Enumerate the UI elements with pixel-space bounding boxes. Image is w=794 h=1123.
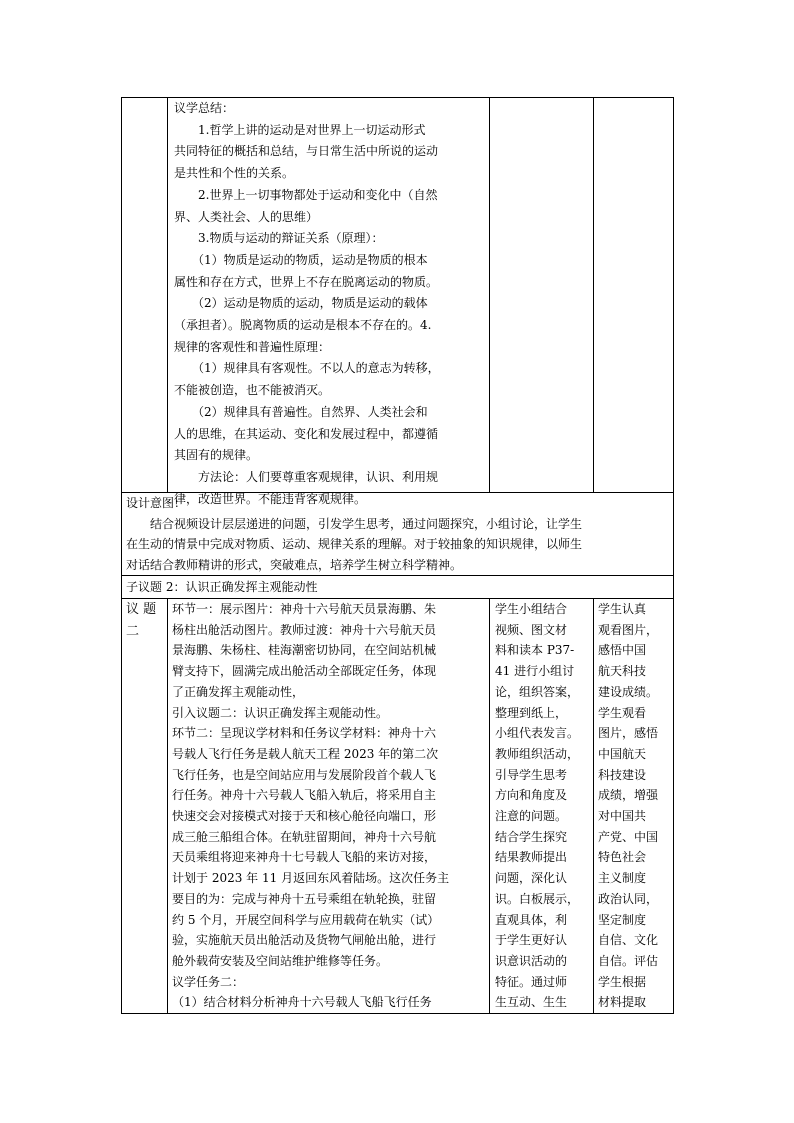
summary-line: （2）规律具有普遍性。自然界、人类社会和 (174, 404, 428, 419)
evaluation-line: 对中国共 (598, 809, 647, 824)
evaluation-line: 航天科技 (598, 664, 647, 679)
topic-label-line: 二 (126, 624, 140, 639)
activity-line: 问题，深化认 (495, 871, 568, 886)
activity-line: 于学生更好认 (495, 933, 568, 948)
process-line: 景海鹏、朱杨柱、桂海潮密切协同，在空间站机械 (172, 643, 437, 658)
process-line: 议学任务二： (172, 974, 245, 989)
topic-label-line: 议 题 (126, 602, 157, 617)
activity-line: 识意识活动的 (495, 953, 568, 968)
design-intent-cell (126, 493, 670, 575)
design-intent-line: 结合视频设计层层递进的问题，引发学生思考，通过问题探究，小组讨论，让学生 (126, 516, 583, 531)
evaluation-line: 学生根据 (598, 974, 647, 989)
activity-line: 视频、图文材 (495, 622, 568, 637)
student-activity-cell (495, 599, 590, 1013)
design-intent-line: 在生动的情景中完成对物质、运动、规律关系的理解。对于较抽象的知识规律，以师生 (126, 537, 583, 551)
column-divider (593, 97, 594, 492)
process-line: （1）结合材料分析神舟十六号载人飞船飞行任务 (172, 995, 432, 1010)
activity-line: 学生小组结合 (495, 602, 568, 616)
process-line: 舱外载荷安装及空间站维护维修等任务。 (172, 953, 389, 968)
process-line: 天员乘组将迎来神舟十七号载人飞船的来访对接， (172, 850, 437, 865)
summary-title: 议学总结： (174, 101, 235, 115)
column-divider (167, 598, 168, 1014)
teaching-process-cell (172, 599, 487, 1013)
evaluation-line: 材料提取 (598, 995, 647, 1010)
summary-line: 方法论：人们要尊重客观规律，认识、利用规 (174, 469, 439, 484)
process-line: 环节二：呈现议学材料和任务议学材料：神舟十六 (172, 726, 437, 741)
evaluation-line: 政治认同， (598, 891, 659, 906)
process-line: 验，实施航天员出舱活动及货物气闸舱出舱，进行 (172, 933, 437, 948)
evaluation-line: 自信。评估 (598, 953, 659, 968)
summary-line: 律，改造世界。不能违背客观规律。 (174, 491, 367, 506)
activity-line: 特征。通过师 (495, 974, 568, 989)
summary-line: 属性和存在方式，世界上不存在脱离运动的物质。 (174, 274, 439, 289)
process-line: 成三舱三船组合体。在轨驻留期间，神舟十六号航 (172, 829, 437, 844)
evaluation-line: 坚定制度 (598, 912, 647, 927)
column-divider (489, 97, 490, 492)
process-line: 行任务。神舟十六号载人飞船入轨后，将采用自主 (172, 788, 437, 803)
activity-line: 小组代表发言。 (495, 726, 580, 741)
design-intent-title: 设计意图： (126, 496, 187, 510)
summary-line: （承担者）。脱离物质的运动是根本不存在的。4. (174, 318, 432, 333)
column-divider (489, 598, 490, 1014)
activity-line: 识。白板展示， (495, 891, 580, 906)
summary-cell (174, 98, 486, 510)
subtopic-title: 子议题 2：认识正确发挥主观能动性 (126, 580, 318, 594)
activity-line: 注意的问题。 (495, 809, 568, 824)
evaluation-line: 特色社会 (598, 850, 647, 865)
activity-line: 生互动、生生 (495, 995, 568, 1010)
evaluation-line: 图片，感悟 (598, 726, 659, 741)
subtopic-cell (126, 576, 670, 598)
summary-line: 2.世界上一切事物都处于运动和变化中（自然 (174, 187, 438, 202)
evaluation-line: 感悟中国 (598, 643, 647, 658)
activity-line: 41 进行小组讨 (495, 664, 575, 679)
process-line: 约 5 个月，开展空间科学与应用载荷在轨实（试） (172, 912, 440, 927)
process-line: 杨柱出舱活动图片。教师过渡：神舟十六号航天员 (172, 622, 437, 637)
process-line: 环节一：展示图片：神舟十六号航天员景海鹏、朱 (172, 602, 437, 616)
activity-line: 教师组织活动， (495, 746, 580, 761)
activity-line: 论，组织答案， (495, 684, 580, 699)
activity-line: 结合学生探究 (495, 829, 568, 844)
summary-line: （1）规律具有客观性。不以人的意志为转移， (174, 361, 440, 376)
evaluation-line: 中国航天 (598, 746, 647, 761)
summary-line: 1.哲学上讲的运动是对世界上一切运动形式 (174, 122, 426, 137)
summary-line: 界、人类社会、人的思维） (174, 209, 319, 224)
evaluation-line: 学生观看 (598, 705, 647, 720)
activity-line: 结果教师提出 (495, 850, 568, 865)
evaluation-line: 学生认真 (598, 602, 647, 616)
summary-line: 共同特征的概括和总结，与日常生活中所说的运动 (174, 144, 439, 159)
activity-line: 直观具体，利 (495, 912, 568, 927)
evaluation-line: 主义制度 (598, 871, 647, 886)
process-line: 要目的为：完成与神舟十五号乘组在轨轮换，驻留 (172, 891, 437, 906)
evaluation-line: 科技建设 (598, 767, 647, 782)
summary-line: 其固有的规律。 (174, 448, 259, 463)
column-divider (593, 598, 594, 1014)
evaluation-line: 成绩，增强 (598, 788, 659, 803)
process-line: 号载人飞行任务是载人航天工程 2023 年的第二次 (172, 746, 439, 761)
evaluation-line: 自信、文化 (598, 933, 659, 948)
activity-line: 料和读本 P37- (495, 643, 575, 658)
process-line: 引入议题二：认识正确发挥主观能动性。 (172, 705, 389, 720)
summary-line: 规律的客观性和普遍性原理： (174, 339, 331, 354)
topic-label-cell (126, 599, 166, 643)
evaluation-line: 产党、中国 (598, 829, 659, 844)
activity-line: 方向和角度及 (495, 788, 568, 803)
activity-line: 引导学生思考 (495, 767, 568, 782)
process-line: 飞行任务，也是空间站应用与发展阶段首个载人飞 (172, 767, 437, 782)
activity-line: 整理到纸上， (495, 705, 568, 720)
column-divider (167, 97, 168, 492)
summary-line: 不能被创造，也不能被消灭。 (174, 383, 331, 398)
summary-line: 是共性和个性的关系。 (174, 166, 295, 181)
summary-line: （2）运动是物质的运动，物质是运动的载体 (174, 296, 428, 311)
process-line: 计划于 2023 年 11 月返回东风着陆场。这次任务主 (172, 871, 450, 886)
evaluation-line: 建设成绩。 (598, 684, 659, 699)
summary-line: （1）物质是运动的物质，运动是物质的根本 (174, 252, 428, 267)
evaluation-line: 观看图片， (598, 622, 659, 637)
summary-line: 3.物质与运动的辩证关系（原理）： (174, 231, 384, 246)
process-line: 了正确发挥主观能动性， (172, 684, 305, 699)
process-line: 臂支持下，圆满完成出舱活动全部既定任务，体现 (172, 664, 437, 679)
process-line: 快速交会对接模式对接于天和核心舱径向端口，形 (172, 809, 437, 824)
design-intent-line: 对话结合教师精讲的形式，突破难点，培养学生树立科学精神。 (126, 557, 463, 572)
evaluation-cell (598, 599, 672, 1013)
summary-line: 人的思维，在其运动、变化和发展过程中，都遵循 (174, 426, 439, 441)
